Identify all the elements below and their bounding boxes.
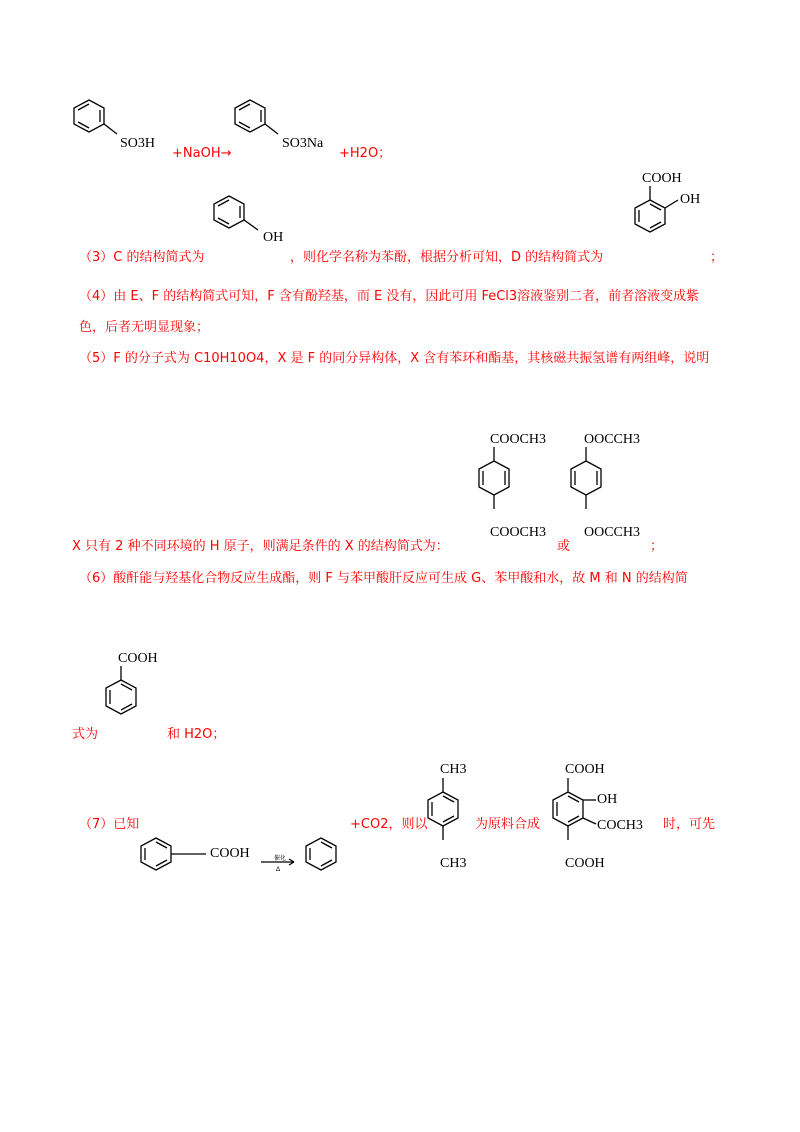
item6-line1: （6）酸酐能与羟基化合物反应生成酯，则 F 与苯甲酸肝反应可生成 G、苯甲酸和水，故 M 和 N 的结构简 xyxy=(79,571,688,586)
target-bottom-cooh-label: COOH xyxy=(565,856,605,871)
item7-text-known: （7）已知 xyxy=(79,817,140,832)
item4-line1: （4）由 E、F 的结构简式可知，F 含有酚羟基，而 E 没有，因此可用 FeCl3溶液鉴别二者，前者溶液变成紫 xyxy=(79,289,700,304)
item3-text-start: （3）C 的结构简式为 xyxy=(79,250,205,265)
item6-line2-end: 和 H2O； xyxy=(167,727,226,742)
arrow-heat-label: Δ xyxy=(276,866,281,873)
item7-text-end: 时，可先 xyxy=(663,817,716,832)
phenol-structure xyxy=(212,194,264,238)
benzenesulfonic-acid-ring xyxy=(72,98,122,142)
salicylic-oh-label: OH xyxy=(680,192,701,207)
item5-line2: X 只有 2 种不同环境的 H 原子，则满足条件的 X 的结构简式为： xyxy=(72,539,449,554)
ester2-bottom-label: OOCCH3 xyxy=(584,525,641,540)
sulfonic-acid-label: SO3H xyxy=(120,136,156,151)
ester1-bottom-label: COOCH3 xyxy=(490,525,547,540)
target-top-cooh-label: COOH xyxy=(565,762,605,777)
ester1-top-label: COOCH3 xyxy=(490,432,547,447)
xylene-bottom-ch3-label: CH3 xyxy=(440,856,467,871)
ester2-top-label: OOCCH3 xyxy=(584,432,641,447)
item3-text-middle: ，则化学名称为苯酚，根据分析可知，D 的结构简式为 xyxy=(290,250,604,265)
item3-text-end: ； xyxy=(710,250,724,265)
target-acetyl-label: COCH3 xyxy=(597,818,643,833)
item4-line2: 色，后者无明显现象； xyxy=(79,320,210,335)
target-compound-structure xyxy=(550,778,620,856)
sodium-benzenesulfonate-ring xyxy=(233,98,283,142)
salicylic-cooh-label: COOH xyxy=(642,171,682,186)
sulfonate-label: SO3Na xyxy=(282,136,324,151)
item6-line2-start: 式为 xyxy=(72,727,99,742)
benzoic-acid-structure xyxy=(103,666,143,726)
target-oh-label: OH xyxy=(597,792,618,807)
benzoic-acid-horizontal-structure xyxy=(138,836,208,876)
p-xylene-structure xyxy=(425,778,465,856)
hydroquinone-diacetate-structure xyxy=(568,447,608,525)
item7-text-co2: +CO2，则以 xyxy=(350,817,428,832)
benzene-structure xyxy=(303,836,343,876)
item7-text-material: 为原料合成 xyxy=(475,817,541,832)
item5-line1: （5）F 的分子式为 C10H10O4，X 是 F 的同分异构体，X 含有苯环和酯基，其核磁共振氢谱有两组峰，说明 xyxy=(79,351,710,366)
naoh-plus-label: +NaOH→ xyxy=(172,146,232,161)
water-plus-label: +H2O； xyxy=(339,146,392,161)
dimethyl-terephthalate-structure xyxy=(476,447,516,525)
item5-end: ； xyxy=(650,539,664,554)
item5-or: 或 xyxy=(557,539,571,554)
benzoic-acid-cooh-label: COOH xyxy=(118,651,158,666)
reaction-arrow xyxy=(261,858,297,866)
benzoic-acid-horizontal-cooh-label: COOH xyxy=(210,846,250,861)
phenol-oh-label: OH xyxy=(263,230,284,245)
arrow-catalyst-label: 催化 xyxy=(274,855,287,862)
xylene-top-ch3-label: CH3 xyxy=(440,762,467,777)
